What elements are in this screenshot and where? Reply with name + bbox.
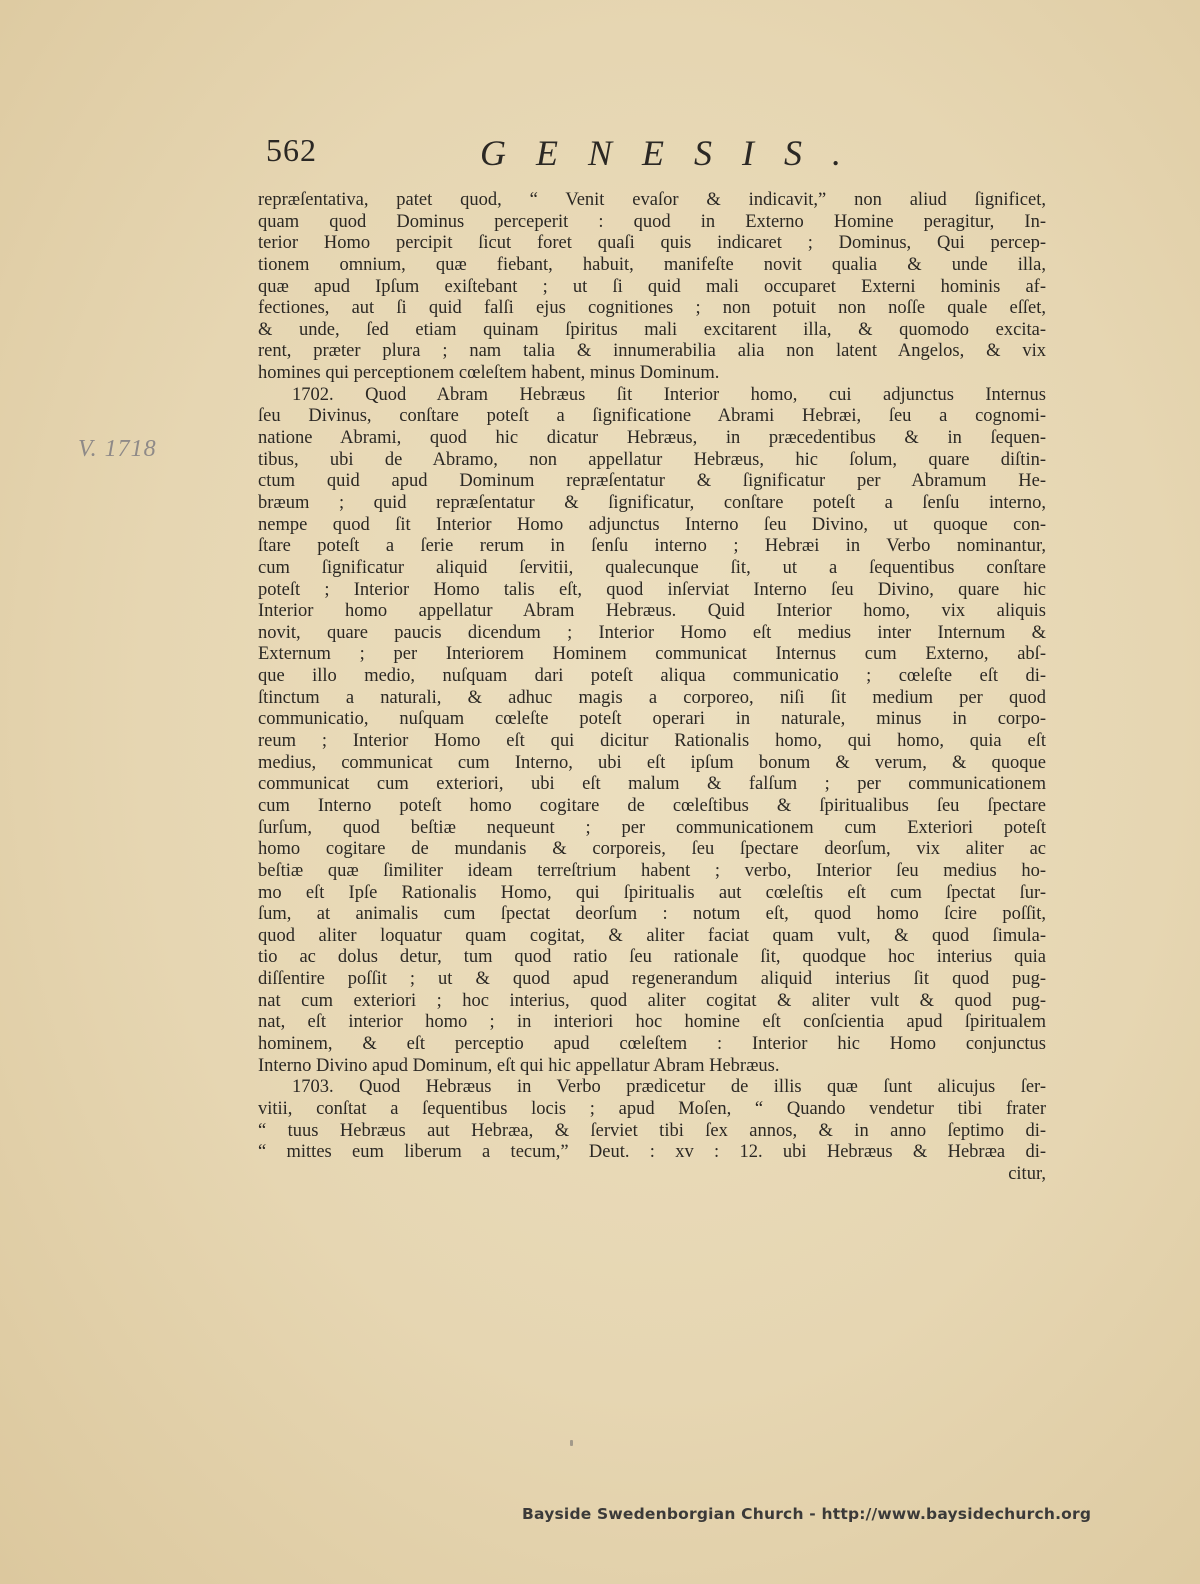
text-line: ſurſum, quod beſtiæ nequeunt ; per communicationem cum Exteriori poteſt: [258, 817, 1046, 838]
text-line: quod aliter loquatur quam cogitat, & aliter faciat quam vult, & quod ſimula-: [258, 925, 1046, 946]
text-line: Interno Divino apud Dominum, eſt qui hic appellatur Abram Hebræus.: [258, 1055, 780, 1076]
running-head: GENESIS.: [480, 133, 871, 173]
text-line: 1703. Quod Hebræus in Verbo prædicetur de illis quæ ſunt alicujus ſer-: [292, 1077, 1046, 1098]
text-line: “ tuus Hebræus aut Hebræa, & ſerviet tibi ſex annos, & in anno ſeptimo di-: [258, 1120, 1046, 1141]
text-line: nat, eſt interior homo ; in interiori hoc homine eſt conſcientia apud ſpiritualem: [258, 1012, 1046, 1033]
text-line: 1702. Quod Abram Hebræus ſit Interior homo, cui adjunctus Internus: [292, 384, 1046, 405]
text-line: Externum ; per Interiorem Hominem communicat Internus cum Externo, abſ-: [258, 644, 1046, 665]
text-line: diſſentire poſſit ; ut & quod apud regenerandum aliquid interius ſit quod pug-: [258, 969, 1046, 990]
text-line: “ mittes eum liberum a tecum,” Deut. : xv : 12. ubi Hebræus & Hebræa di-: [258, 1142, 1046, 1163]
page-number: 562: [266, 132, 317, 168]
text-line: terior Homo percipit ſicut foret quaſi quis indicaret ; Dominus, Qui percep-: [258, 233, 1046, 254]
text-line: novit, quare paucis dicendum ; Interior Homo eſt medius inter Internum &: [258, 622, 1046, 643]
text-line: vitii, conſtat a ſequentibus locis ; apud Moſen, “ Quando vendetur tibi frater: [258, 1098, 1046, 1119]
text-line: & unde, ſed etiam quinam ſpiritus mali excitarent illa, & quomodo excita-: [258, 319, 1046, 340]
text-line: Interior homo appellatur Abram Hebræus. Quid Interior homo, vix aliquis: [258, 601, 1046, 622]
text-line: natione Abrami, quod hic dicatur Hebræus, in præcedentibus & in ſequen-: [258, 428, 1046, 449]
text-line: nat cum exteriori ; hoc interius, quod aliter cogitat & aliter vult & quod pug-: [258, 990, 1046, 1011]
text-line: rent, præter plura ; nam talia & innumerabilia alia non latent Angelos, & vix: [258, 341, 1046, 362]
text-line: homines qui perceptionem cœleſtem habent, minus Dominum.: [258, 363, 720, 384]
text-line: citur,: [1008, 1163, 1046, 1184]
text-line: bræum ; quid repræſentatur & ſignificatur, conſtare poteſt a ſenſu interno,: [258, 492, 1046, 513]
paper-fleck: [570, 1440, 573, 1446]
text-line: hominem, & eſt perceptio apud cœleſtem : Interior hic Homo conjunctus: [258, 1033, 1046, 1054]
text-line: repræſentativa, patet quod, “ Venit evaſor & indicavit,” non aliud ſignificet,: [258, 190, 1046, 210]
text-line: cum ſignificatur aliquid ſervitii, qualecunque ſit, ut a ſequentibus conſtare: [258, 557, 1046, 578]
text-line: reum ; Interior Homo eſt qui dicitur Rationalis homo, qui homo, quia eſt: [258, 731, 1046, 752]
text-line: cum Interno poteſt homo cogitare de cœleſtibus & ſpiritualibus ſeu ſpectare: [258, 795, 1046, 816]
text-line: homo cogitare de mundanis & corporeis, ſeu ſpectare deorſum, vix aliter ac: [258, 839, 1046, 860]
text-line: quam quod Dominus perceperit : quod in Externo Homine peragitur, In-: [258, 211, 1046, 232]
text-line: fectiones, aut ſi quid falſi ejus cognitiones ; non potuit non noſſe quale eſſet,: [258, 298, 1046, 319]
text-line: ſum, at animalis cum ſpectat deorſum : notum eſt, quod homo ſcire poſſit,: [258, 904, 1046, 925]
text-line: quæ apud Ipſum exiſtebant ; ut ſi quid mali occuparet Externi hominis af-: [258, 276, 1046, 297]
text-line: tio ac dolus detur, tum quod ratio ſeu rationale ſit, quodque hoc interius quia: [258, 947, 1046, 968]
text-line: communicat cum exteriori, ubi eſt malum & falſum ; per communicationem: [258, 774, 1046, 795]
text-line: que illo medio, nuſquam dari poteſt aliqua communicatio ; cœleſte eſt di-: [258, 666, 1046, 687]
text-line: medius, communicat cum Interno, ubi eſt ipſum bonum & verum, & quoque: [258, 752, 1046, 773]
text-line: communicatio, nuſquam cœleſte poteſt operari in naturale, minus in corpo-: [258, 709, 1046, 730]
text-line: nempe quod ſit Interior Homo adjunctus Interno ſeu Divino, ut quoque con-: [258, 514, 1046, 535]
text-line: poteſt ; Interior Homo talis eſt, quod inſerviat Interno ſeu Divino, quare hic: [258, 579, 1046, 600]
text-line: ſtinctum a naturali, & adhuc magis a corporeo, niſi ſit medium per quod: [258, 687, 1046, 708]
text-line: tibus, ubi de Abramo, non appellatur Hebræus, hic ſolum, quare diſtin-: [258, 449, 1046, 470]
text-line: ſtare poteſt a ſerie rerum in ſenſu interno ; Hebræi in Verbo nominantur,: [258, 536, 1046, 557]
text-line: ctum quid apud Dominum repræſentatur & ſignificatur per Abramum He-: [258, 471, 1046, 492]
text-line: mo eſt Ipſe Rationalis Homo, qui ſpiritualis aut cœleſtis eſt cum ſpectat ſur-: [258, 882, 1046, 903]
watermark: Bayside Swedenborgian Church - http://www.baysidechurch.org: [522, 1505, 1092, 1523]
page-header: [266, 132, 886, 182]
text-line: beſtiæ quæ ſimiliter ideam terreſtrium habent ; verbo, Interior ſeu medius ho-: [258, 860, 1046, 881]
margin-note: V. 1718: [78, 436, 157, 462]
body-text: [258, 190, 1046, 1185]
text-line: tionem omnium, quæ fiebant, habuit, manifeſte novit qualia & unde illa,: [258, 254, 1046, 275]
text-line: ſeu Divinus, conſtare poteſt a ſignificatione Abrami Hebræi, ſeu a cognomi-: [258, 406, 1046, 427]
